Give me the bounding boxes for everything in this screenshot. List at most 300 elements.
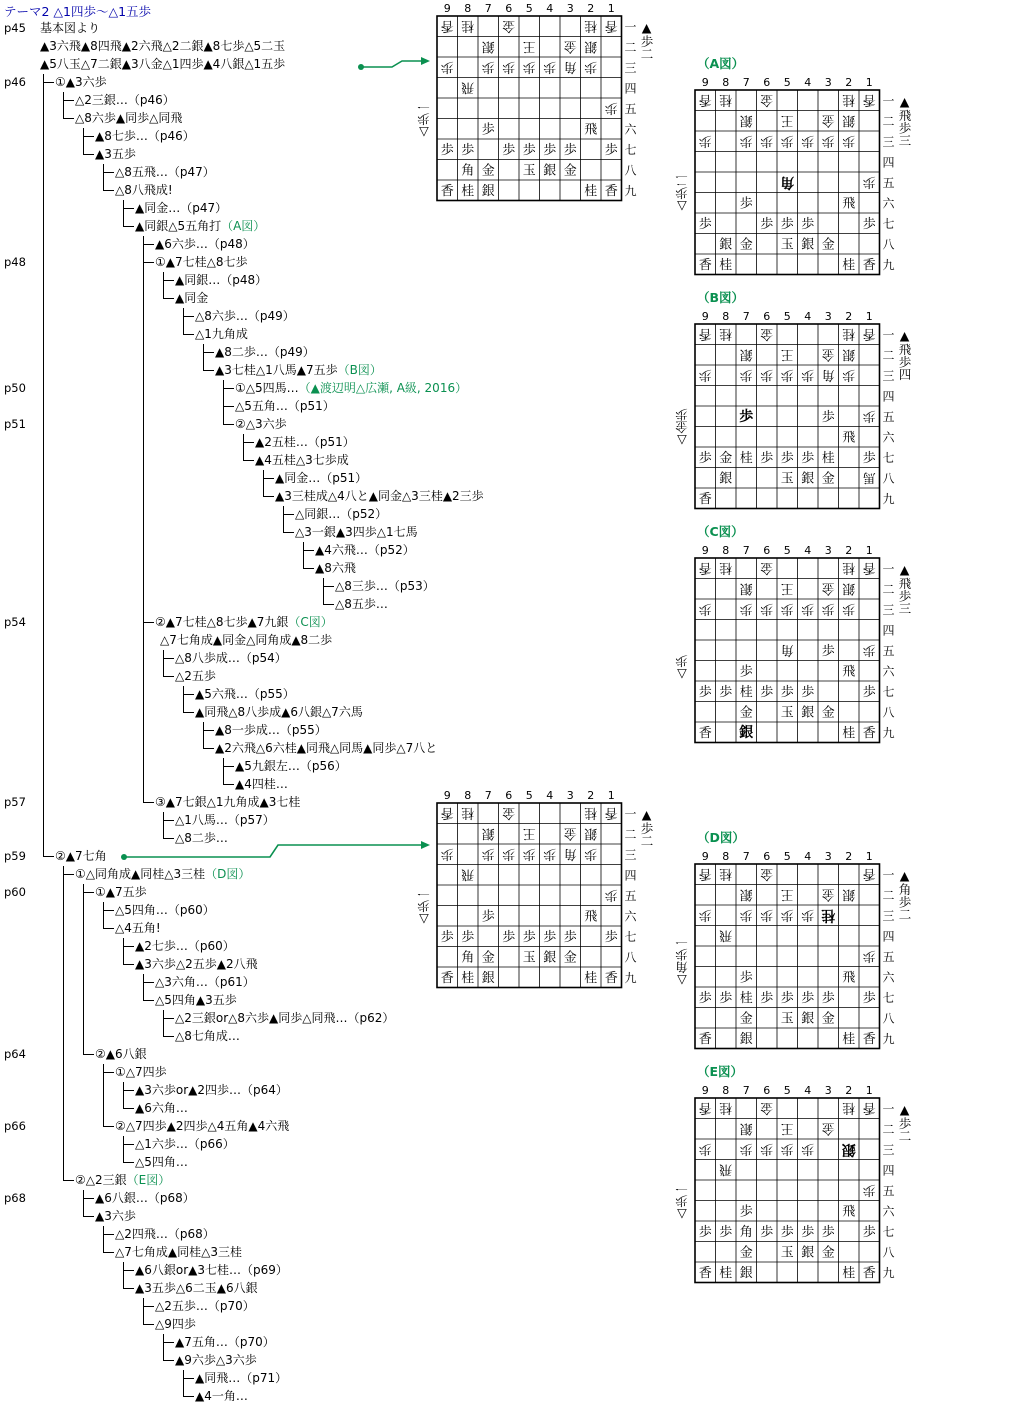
sente-piece: 銀 <box>739 1031 753 1047</box>
rank-label: 五 <box>624 101 637 116</box>
sente-piece: 歩 <box>698 450 712 466</box>
file-label: 4 <box>804 1084 812 1097</box>
gote-piece: 銀 <box>739 112 753 128</box>
move-text: ▲同飛△8八歩成▲6八銀△7六馬 <box>195 705 363 719</box>
sente-piece: 香 <box>698 1031 712 1047</box>
gote-piece: 歩 <box>780 132 794 148</box>
gote-piece: 桂 <box>842 325 856 341</box>
sente-piece: 歩 <box>481 122 495 138</box>
gote-piece: 歩 <box>739 1140 753 1156</box>
sente-piece: 金 <box>739 1245 753 1261</box>
rank-label: 五 <box>882 949 895 964</box>
sente-piece: 歩 <box>801 990 815 1006</box>
gote-piece: 香 <box>698 91 712 107</box>
move-text: 基本図より <box>40 21 101 35</box>
rank-label: 二 <box>624 40 637 55</box>
file-label: 2 <box>845 544 853 557</box>
gote-piece: 角 <box>563 845 577 861</box>
file-label: 1 <box>865 544 873 557</box>
sente-piece: 香 <box>440 970 454 986</box>
gote-piece: 銀 <box>481 825 495 841</box>
move-text: ②▲7七角 <box>55 849 107 863</box>
gote-piece: 歩 <box>862 641 876 657</box>
move-text: ▲同銀…（p48） <box>175 273 268 287</box>
rank-label: 二 <box>882 348 895 363</box>
move-text: ▲3六歩 <box>95 1209 136 1223</box>
sente-piece: 歩 <box>821 643 835 659</box>
gote-piece: 桂 <box>842 91 856 107</box>
gote-piece: 香 <box>698 325 712 341</box>
move-text: △5五角…（p51） <box>235 399 335 413</box>
rank-label: 三 <box>624 847 637 862</box>
move-text: ▲3六歩△2五歩▲2八飛 <box>135 957 258 971</box>
move-text: ▲3七桂△1八馬▲7五歩 <box>215 363 338 377</box>
move-text: △8五飛…（p47） <box>115 165 215 179</box>
gote-piece: 桂 <box>719 559 733 575</box>
sente-piece: 歩 <box>522 142 536 158</box>
file-label: 5 <box>783 850 791 863</box>
rank-label: 九 <box>882 725 895 740</box>
gote-piece: 角 <box>780 641 794 657</box>
sente-piece: 歩 <box>760 1224 774 1240</box>
file-label: 5 <box>525 789 533 802</box>
arrow-to-second-board <box>124 845 424 857</box>
sente-piece: 金 <box>563 950 577 966</box>
gote-piece: 香 <box>862 325 876 341</box>
board-label: （A図） <box>697 56 745 71</box>
sente-hand: ▲歩二 <box>897 1102 912 1142</box>
gote-piece: 歩 <box>522 845 536 861</box>
sente-piece: 歩 <box>780 990 794 1006</box>
rank-label: 八 <box>624 163 637 178</box>
sente-piece: 金 <box>821 1245 835 1261</box>
file-label: 7 <box>742 310 750 323</box>
gote-piece: 歩 <box>502 845 516 861</box>
rank-label: 六 <box>882 430 895 445</box>
sente-piece: 歩 <box>563 929 577 945</box>
move-text: ▲5六飛…（p55） <box>195 687 295 701</box>
move-text: △8八歩成…（p54） <box>175 651 287 665</box>
move-reference: （E図） <box>126 1173 171 1187</box>
move-text: ▲5八玉△7二銀▲3八金△1四歩▲4八銀△1五歩 <box>40 57 286 71</box>
rank-label: 四 <box>624 81 637 96</box>
move-text: ②△7四歩▲2四歩△4五角▲4六飛 <box>115 1119 290 1133</box>
move-text: ▲6八銀or▲3七桂…（p69） <box>135 1263 288 1277</box>
sente-piece: 香 <box>698 257 712 273</box>
gote-piece: 桂 <box>842 559 856 575</box>
sente-piece: 金 <box>821 237 835 253</box>
sente-piece: 香 <box>698 1265 712 1281</box>
file-label: 1 <box>865 850 873 863</box>
diagram-title: テーマ2 △1四歩〜△1五歩 <box>4 4 152 19</box>
move-text: ▲2六飛△6六桂▲同飛△同馬▲同歩△7八と <box>215 741 438 755</box>
gote-piece: 歩 <box>760 1140 774 1156</box>
move-text: ▲同金 <box>175 291 209 305</box>
board-label: （E図） <box>697 1064 744 1079</box>
sente-piece: 銀 <box>719 237 733 253</box>
rank-label: 七 <box>882 450 895 465</box>
gote-piece: 歩 <box>698 600 712 616</box>
sente-piece: 歩 <box>739 196 753 212</box>
sente-piece: 金 <box>739 705 753 721</box>
move-text: △2三銀or△8六歩▲同歩△同飛…（p62） <box>175 1011 395 1025</box>
sente-piece: 飛 <box>584 909 598 925</box>
sente-piece: 銀 <box>801 705 815 721</box>
move-text: △2五歩…（p70） <box>155 1299 255 1313</box>
sente-piece: 玉 <box>522 163 536 179</box>
gote-piece: 歩 <box>584 58 598 74</box>
rank-label: 九 <box>882 1031 895 1046</box>
gote-piece: 歩 <box>862 947 876 963</box>
gote-piece: 歩 <box>481 845 495 861</box>
move-text: △7七角成▲同金△同角成▲8二歩 <box>160 633 333 647</box>
gote-piece: 歩 <box>481 58 495 74</box>
gote-piece: 王 <box>780 1120 794 1136</box>
sente-piece: 飛 <box>584 122 598 138</box>
move-text: ①▲3六歩 <box>55 75 107 89</box>
rank-label: 九 <box>882 1265 895 1280</box>
sente-piece: 飛 <box>842 970 856 986</box>
move-text: ▲3五歩△6二玉▲6八銀 <box>135 1281 258 1295</box>
move-text: △8三歩…（p53） <box>335 579 435 593</box>
sente-piece: 歩 <box>543 142 557 158</box>
sente-piece: 歩 <box>801 684 815 700</box>
sente-piece: 角 <box>461 163 475 179</box>
gote-piece: 歩 <box>739 906 753 922</box>
gote-piece: 角 <box>563 58 577 74</box>
move-reference: （D図） <box>205 867 251 881</box>
file-label: 5 <box>525 2 533 15</box>
sente-hand: ▲飛歩四 <box>897 328 912 381</box>
rank-label: 四 <box>882 389 895 404</box>
move-text: ▲8六飛 <box>315 561 356 575</box>
rank-label: 四 <box>624 868 637 883</box>
sente-piece: 香 <box>862 257 876 273</box>
move-text: ▲3三桂成△4八と▲同金△3三桂▲2三歩 <box>275 489 484 503</box>
page-ref: p66 <box>4 1119 26 1133</box>
sente-piece: 歩 <box>698 990 712 1006</box>
file-label: 4 <box>546 2 554 15</box>
file-label: 6 <box>763 544 771 557</box>
rank-label: 五 <box>882 643 895 658</box>
file-label: 5 <box>783 544 791 557</box>
move-text: ▲4五桂△3七歩成 <box>255 453 349 467</box>
gote-piece: 桂 <box>584 17 598 33</box>
gote-piece: 歩 <box>780 906 794 922</box>
file-label: 7 <box>742 850 750 863</box>
sente-piece: 歩 <box>719 990 733 1006</box>
gote-piece: 歩 <box>780 600 794 616</box>
sente-hand: ▲歩二 <box>639 807 654 847</box>
rank-label: 六 <box>624 122 637 137</box>
file-label: 9 <box>701 76 709 89</box>
sente-piece: 銀 <box>719 471 733 487</box>
sente-piece: 歩 <box>780 450 794 466</box>
sente-piece: 金 <box>821 1011 835 1027</box>
gote-piece: 金 <box>821 1120 835 1136</box>
sente-piece: 銀 <box>801 1245 815 1261</box>
sente-piece: 歩 <box>481 909 495 925</box>
move-text: △1六歩…（p66） <box>135 1137 235 1151</box>
gote-piece: 王 <box>522 825 536 841</box>
gote-piece: 香 <box>862 559 876 575</box>
rank-label: 一 <box>624 806 637 821</box>
gote-piece: 飛 <box>719 927 733 943</box>
file-label: 7 <box>742 76 750 89</box>
move-text: ▲3五歩 <box>95 147 136 161</box>
move-reference: （▲渡辺明△広瀬, A級, 2016） <box>298 381 468 395</box>
file-label: 9 <box>443 2 451 15</box>
move-text: ③▲7七銀△1九角成▲3七桂 <box>155 795 301 809</box>
page-ref: p68 <box>4 1191 26 1205</box>
board-label: （C図） <box>697 524 744 539</box>
sente-piece: 歩 <box>862 1224 876 1240</box>
move-reference: （C図） <box>288 615 333 629</box>
gote-piece: 香 <box>604 804 618 820</box>
sente-hand: ▲飛歩三 <box>897 94 912 147</box>
gote-piece: 王 <box>780 580 794 596</box>
gote-piece: 金 <box>821 346 835 362</box>
sente-piece: 歩 <box>739 408 754 425</box>
sente-piece: 香 <box>604 183 618 199</box>
sente-piece: 歩 <box>698 1224 712 1240</box>
move-text: ▲3六飛▲8四飛▲2六飛△2二銀▲8七歩△5二玉 <box>40 39 286 53</box>
gote-piece: 歩 <box>440 845 454 861</box>
gote-piece: 歩 <box>698 132 712 148</box>
move-text: ▲同金…（p51） <box>275 471 368 485</box>
gote-piece: 歩 <box>739 132 753 148</box>
page-ref: p60 <box>4 885 26 899</box>
gote-piece: 歩 <box>801 132 815 148</box>
sente-piece: 歩 <box>862 450 876 466</box>
sente-piece: 飛 <box>842 664 856 680</box>
gote-piece: 歩 <box>604 99 618 115</box>
sente-hand: ▲角歩二 <box>897 868 912 921</box>
gote-piece: 銀 <box>739 580 753 596</box>
file-label: 8 <box>464 2 472 15</box>
file-label: 2 <box>587 2 595 15</box>
gote-piece: 銀 <box>842 112 856 128</box>
arrowhead <box>421 841 430 849</box>
gote-piece: 歩 <box>842 132 856 148</box>
sente-piece: 歩 <box>604 929 618 945</box>
file-label: 4 <box>546 789 554 802</box>
gote-piece: 歩 <box>502 58 516 74</box>
sente-piece: 歩 <box>502 142 516 158</box>
move-text: ▲3六歩or▲2四歩…（p64） <box>135 1083 288 1097</box>
file-label: 2 <box>845 310 853 323</box>
gote-piece: 歩 <box>780 1140 794 1156</box>
gote-piece: 歩 <box>801 366 815 382</box>
move-text: ①▲7五歩 <box>95 885 147 899</box>
sente-piece: 香 <box>698 725 712 741</box>
gote-piece: 銀 <box>584 825 598 841</box>
file-label: 5 <box>783 310 791 323</box>
gote-piece: 銀 <box>739 346 753 362</box>
rank-label: 二 <box>882 114 895 129</box>
sente-piece: 歩 <box>698 216 712 232</box>
rank-label: 三 <box>882 368 895 383</box>
sente-piece: 歩 <box>760 216 774 232</box>
file-label: 6 <box>763 850 771 863</box>
sente-piece: 金 <box>481 950 495 966</box>
file-label: 3 <box>824 850 832 863</box>
move-text: ▲7五角…（p70） <box>175 1335 275 1349</box>
sente-piece: 銀 <box>801 1011 815 1027</box>
gote-piece: 王 <box>780 112 794 128</box>
file-label: 4 <box>804 76 812 89</box>
move-reference: （A図） <box>221 219 266 233</box>
sente-piece: 桂 <box>842 257 856 273</box>
page-ref: p48 <box>4 255 26 269</box>
rank-label: 七 <box>624 929 637 944</box>
move-text: ▲8一歩成…（p55） <box>215 723 327 737</box>
file-label: 8 <box>722 76 730 89</box>
move-text: △8五歩… <box>335 597 388 611</box>
rank-label: 八 <box>882 237 895 252</box>
move-text: ▲8二歩…（p49） <box>215 345 315 359</box>
gote-piece: 銀 <box>481 38 495 54</box>
gote-piece: 歩 <box>842 366 856 382</box>
rank-label: 九 <box>624 970 637 985</box>
rank-label: 七 <box>624 142 637 157</box>
move-text: ②▲6八銀 <box>95 1047 147 1061</box>
gote-piece: 歩 <box>801 1140 815 1156</box>
file-label: 6 <box>763 1084 771 1097</box>
sente-piece: 桂 <box>739 684 753 700</box>
sente-piece: 歩 <box>563 142 577 158</box>
file-label: 2 <box>845 850 853 863</box>
rank-label: 九 <box>882 491 895 506</box>
gote-hand: △歩二 <box>674 174 690 215</box>
gote-piece: 飛 <box>719 1161 733 1177</box>
sente-piece: 銀 <box>801 471 815 487</box>
gote-piece: 銀 <box>842 346 856 362</box>
sente-piece: 桂 <box>584 183 598 199</box>
rank-label: 一 <box>882 867 895 882</box>
gote-piece: 銀 <box>842 886 856 902</box>
gote-piece: 銀 <box>842 580 856 596</box>
file-label: 4 <box>804 310 812 323</box>
gote-piece: 歩 <box>543 58 557 74</box>
file-label: 2 <box>587 789 595 802</box>
file-label: 4 <box>804 544 812 557</box>
sente-piece: 歩 <box>440 142 454 158</box>
rank-label: 五 <box>624 888 637 903</box>
gote-hand: △歩一 <box>416 100 432 141</box>
gote-piece: 歩 <box>801 600 815 616</box>
sente-piece: 玉 <box>780 471 794 487</box>
rank-label: 二 <box>882 582 895 597</box>
sente-piece: 角 <box>739 1224 753 1240</box>
move-text: △9四歩 <box>155 1317 196 1331</box>
gote-piece: 金 <box>821 112 835 128</box>
gote-piece: 歩 <box>862 407 876 423</box>
file-label: 5 <box>783 76 791 89</box>
sente-piece: 金 <box>719 450 733 466</box>
sente-piece: 歩 <box>821 990 835 1006</box>
gote-piece: 銀 <box>584 38 598 54</box>
move-text: △2五歩 <box>175 669 216 683</box>
file-label: 3 <box>566 789 574 802</box>
move-text: △同銀…（p52） <box>295 507 388 521</box>
move-text: ①▲7七桂△8七歩 <box>155 255 248 269</box>
rank-label: 三 <box>624 60 637 75</box>
sente-piece: 桂 <box>461 970 475 986</box>
move-text: △8六歩…（p49） <box>195 309 295 323</box>
gote-hand: △歩一 <box>674 1182 690 1223</box>
rank-label: 一 <box>882 561 895 576</box>
arrow-start-dot <box>358 64 364 70</box>
gote-piece: 歩 <box>801 906 815 922</box>
gote-piece: 金 <box>760 865 774 881</box>
gote-hand: △歩一 <box>416 887 432 928</box>
file-label: 8 <box>722 544 730 557</box>
gote-piece: 香 <box>604 17 618 33</box>
move-text: ▲同飛…（p71） <box>195 1371 288 1385</box>
file-label: 6 <box>763 76 771 89</box>
rank-label: 六 <box>882 970 895 985</box>
move-text: ▲2七歩…（p60） <box>135 939 235 953</box>
sente-piece: 香 <box>862 1265 876 1281</box>
move-text: △5四角…（p60） <box>115 903 215 917</box>
sente-piece: 金 <box>739 1011 753 1027</box>
gote-piece: 歩 <box>760 132 774 148</box>
sente-piece: 香 <box>604 970 618 986</box>
gote-piece: 歩 <box>440 58 454 74</box>
sente-piece: 銀 <box>543 950 557 966</box>
file-label: 7 <box>484 2 492 15</box>
gote-piece: 香 <box>698 559 712 575</box>
file-label: 7 <box>484 789 492 802</box>
sente-piece: 歩 <box>502 929 516 945</box>
gote-piece: 香 <box>862 1099 876 1115</box>
move-text: △2三銀…（p46） <box>75 93 175 107</box>
arrowhead <box>421 57 430 65</box>
sente-piece: 銀 <box>481 970 495 986</box>
page-ref: p51 <box>4 417 26 431</box>
rank-label: 五 <box>882 175 895 190</box>
sente-piece: 角 <box>461 950 475 966</box>
board-label: （B図） <box>697 290 745 305</box>
move-text: ▲6六角… <box>135 1101 188 1115</box>
move-text: ②△2三銀 <box>75 1173 127 1187</box>
move-text: △8八飛成! <box>115 183 173 197</box>
gote-piece: 銀 <box>841 1140 856 1157</box>
rank-label: 七 <box>882 684 895 699</box>
gote-piece: 王 <box>780 346 794 362</box>
move-text: ②△3六歩 <box>235 417 287 431</box>
page-ref: p59 <box>4 849 26 863</box>
gote-piece: 歩 <box>842 600 856 616</box>
move-text: ①△同角成▲同桂△3三桂 <box>75 867 206 881</box>
file-label: 3 <box>824 76 832 89</box>
sente-piece: 飛 <box>842 1204 856 1220</box>
gote-piece: 角 <box>780 173 795 190</box>
rank-label: 三 <box>882 602 895 617</box>
gote-piece: 金 <box>760 325 774 341</box>
sente-piece: 歩 <box>862 216 876 232</box>
sente-piece: 歩 <box>698 684 712 700</box>
sente-piece: 歩 <box>801 216 815 232</box>
sente-hand: ▲歩二 <box>639 20 654 60</box>
rank-label: 六 <box>882 196 895 211</box>
rank-label: 一 <box>882 327 895 342</box>
page-ref: p46 <box>4 75 26 89</box>
sente-piece: 歩 <box>821 1224 835 1240</box>
rank-label: 四 <box>882 1163 895 1178</box>
sente-piece: 歩 <box>801 450 815 466</box>
